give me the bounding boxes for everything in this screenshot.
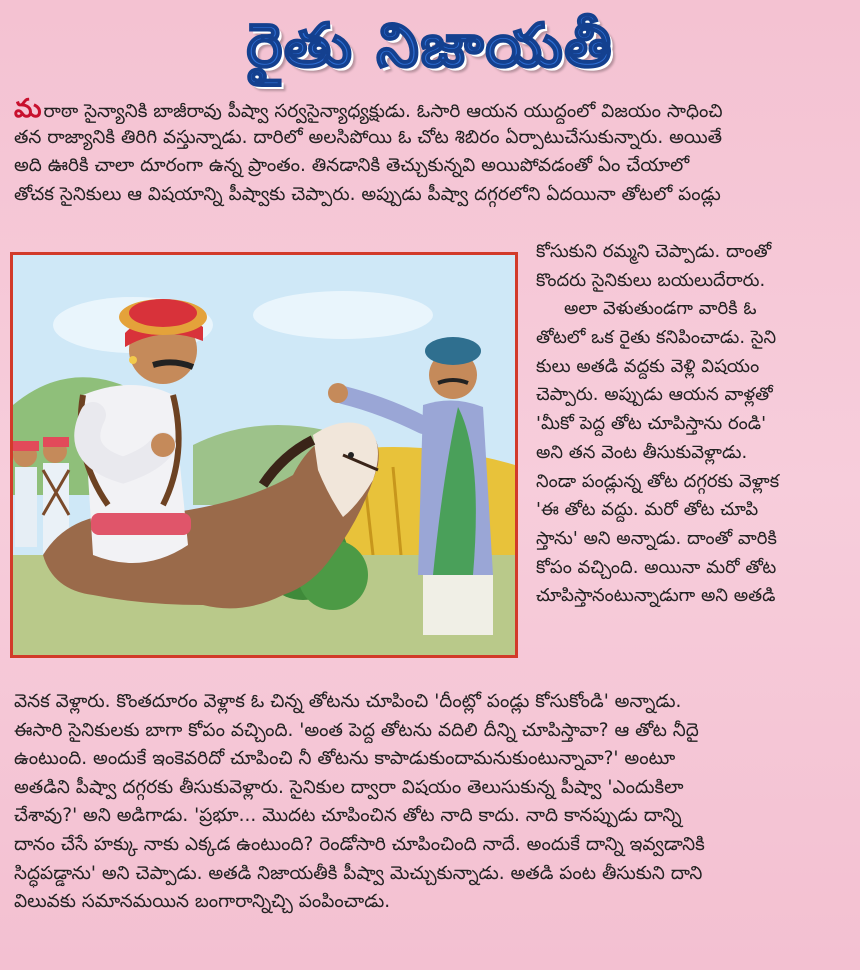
text-line: స్తాను' అని అన్నాడు. దాంతో వారికి <box>536 527 777 549</box>
text-line: అది ఊరికి చాలా దూరంగా ఉన్న ప్రాంతం. తినడానికి తెచ్చుకున్నవి అయిపోవడంతో ఏం చేయాలో <box>14 155 690 177</box>
text-line: కోపం వచ్చింది. అయినా మరో తోట <box>536 556 777 578</box>
text-line: అతడిని పీష్వా దగ్గరకు తీసుకువెళ్లారు. సైనికుల ద్వారా విషయం తెలుసుకున్న పీష్వా 'ఎందుకిలా <box>14 776 684 798</box>
paragraph-bottom <box>14 688 846 917</box>
text-line: చెప్పారు. అప్పుడు ఆయన వాళ్లతో <box>536 384 773 406</box>
text-line: 'మీకో పెద్ద తోట చూపిస్తాను రండి' <box>536 413 767 435</box>
text-line: కోసుకుని రమ్మని చెప్పాడు. దాంతో <box>536 241 772 262</box>
text-line: మ రాఠా సైన్యానికి బాజీరావు పీష్వా సర్వసైన్యాధ్యక్షుడు. ఓసారి ఆయన యుద్ధంలో విజయం సాధించి <box>14 96 723 124</box>
story-illustration <box>10 252 518 658</box>
text-line: తోటలో ఒక రైతు కనిపించాడు. సైని <box>536 327 777 349</box>
text-line: చేశావు?' అని అడిగాడు. 'ప్రభూ... మొదట చూపించిన తోట నాది కాదు. నాది కానప్పుడు దాన్ని <box>14 805 682 827</box>
text-line: కొందరు సైనికులు బయలుదేరారు. <box>536 269 766 291</box>
dropcap-letter: మ <box>14 96 42 124</box>
paragraph-side <box>536 238 848 611</box>
text-line: అని తన వెంట తీసుకువెళ్లాడు. <box>536 441 748 463</box>
text-line: 'ఈ తోట వద్దు. మరో తోట చూపి <box>536 499 759 521</box>
text-line: తన రాజ్యానికి తిరిగి వస్తున్నాడు. దారిలో అలసిపోయి ఓ చోట శిబిరం ఏర్పాటుచేసుకున్నారు. అయితే <box>14 127 723 149</box>
text-line: విలువకు సమానమయిన బంగారాన్నిచ్చి పంపించాడు. <box>14 891 391 913</box>
text-line: దానం చేసే హక్కు నాకు ఎక్కడ ఉంటుంది? రెండోసారి చూపించింది నాదే. అందుకే దాన్ని ఇవ్వడానికి <box>14 833 705 855</box>
text-line: నిండా పండ్లున్న తోట దగ్గరకు వెళ్లాక <box>536 470 780 492</box>
text-line: చూపిస్తానంటున్నాడుగా అని అతడి <box>536 585 776 607</box>
text-line: అలా వెళుతుండగా వారికి ఓ <box>564 298 757 320</box>
text-line: ఈసారి సైనికులకు బాగా కోపం వచ్చింది. 'అంత పెద్ద తోటను వదిలి దీన్ని చూపిస్తావా? ఆ తోట నీదై <box>14 719 699 741</box>
text-line: సిద్ధపడ్డాను' అని చెప్పాడు. అతడి నిజాయతీకి పీష్వా మెచ్చుకున్నాడు. అతడి పంట తీసుకుని దాని <box>14 862 703 884</box>
peshwa-and-farmer-illustration <box>13 255 515 655</box>
story-title: రైతు నిజాయతీ <box>246 11 614 81</box>
text-line: వెనక వెళ్లారు. కొంతదూరం వెళ్లాక ఓ చిన్న తోటను చూపించి 'దీంట్లో పండ్లు కోసుకోండి' అన్నాడు. <box>14 691 682 712</box>
text-line: కులు అతడి వద్దకు వెళ్లి విషయం <box>536 355 760 377</box>
text-line: తోచక సైనికులు ఆ విషయాన్ని పీష్వాకు చెప్పారు. అప్పుడు పీష్వా దగ్గరలోని ఏదయినా తోటలో పండ్లు <box>14 183 721 205</box>
paragraph-top <box>14 96 846 209</box>
text-line: ఉంటుంది. అందుకే ఇంకెవరిదో చూపించి నీ తోటను కాపాడుకుందామనుకుంటున్నావా?' అంటూ <box>14 748 676 770</box>
